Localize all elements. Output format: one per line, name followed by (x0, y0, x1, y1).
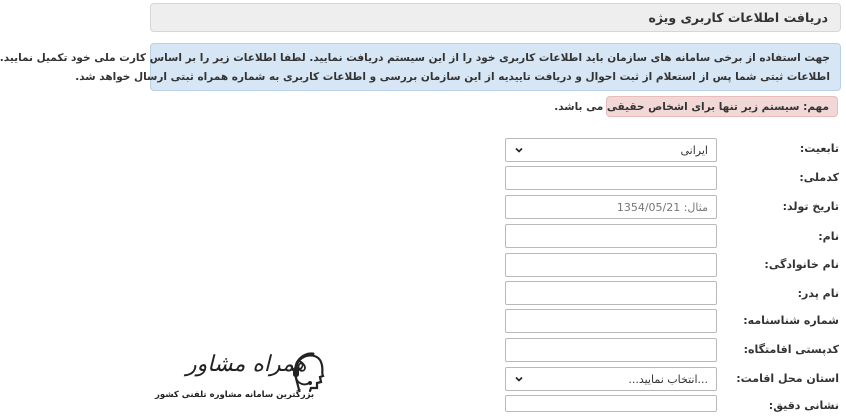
province-label: استان محل اقامت: (736, 372, 839, 385)
national-code-input[interactable] (505, 166, 717, 190)
warning-text: مهم: سیستم زیر تنها برای اشخاص حقیقی می باشد. (554, 100, 829, 113)
nationality-label: تابعیت: (799, 142, 839, 155)
form-row-last-name (145, 253, 846, 277)
info-line-2: اطلاعات ثبتی شما پس از استعلام از ثبت احوال و دریافت تاییدیه از این سازمان بررسی و اطلاعات کاربری به شماره همراه ثبتی ارسال خواهد شد. (75, 71, 830, 83)
nationality-selected-value: ایرانی (680, 143, 708, 157)
address-textarea[interactable] (505, 395, 717, 412)
id-number-input[interactable] (505, 309, 717, 333)
province-select[interactable] (505, 367, 717, 391)
first-name-input[interactable] (505, 224, 717, 248)
national-code-label: کدملی: (799, 171, 839, 184)
info-line-1: جهت استفاده از برخی سامانه های سازمان باید اطلاعات کاربری خود را از این سیستم دریافت نمایید. لطفا اطلاعات زیر را بر اساس کارت ملی خود تکمیل نمایید. (0, 52, 830, 64)
father-name-label: نام پدر: (797, 287, 839, 300)
postal-code-label: کدپستی اقامتگاه: (743, 343, 839, 356)
birth-date-label: تاریخ تولد: (782, 200, 839, 213)
id-number-label: شماره شناسنامه: (743, 314, 839, 327)
page-header (150, 3, 841, 32)
nationality-select[interactable] (505, 138, 717, 162)
info-alert (0, 43, 841, 91)
form-row-nationality (145, 138, 846, 162)
brand-logo (151, 350, 331, 410)
chevron-down-icon (514, 145, 524, 155)
page-title: دریافت اطلاعات کاربری ویژه (648, 10, 828, 25)
birth-date-input[interactable] (505, 195, 717, 219)
form-row-national-code (145, 166, 846, 190)
form-row-first-name (145, 224, 846, 248)
form-row-birth-date (145, 195, 846, 219)
postal-code-input[interactable] (505, 338, 717, 362)
warning-alert (554, 96, 838, 117)
address-label: نشانی دقیق: (768, 399, 839, 412)
last-name-label: نام خانوادگی: (764, 258, 839, 271)
chevron-down-icon (514, 374, 524, 384)
form-row-father-name (145, 281, 846, 305)
province-selected-value: ...انتخاب نمایید... (628, 372, 708, 386)
brand-tagline: بزرگترین سامانه مشاوره تلفنی کشور (155, 390, 315, 400)
brand-name: همراه مشاور (186, 352, 307, 377)
last-name-input[interactable] (505, 253, 717, 277)
form-row-id-number (145, 309, 846, 333)
first-name-label: نام: (818, 230, 839, 243)
father-name-input[interactable] (505, 281, 717, 305)
